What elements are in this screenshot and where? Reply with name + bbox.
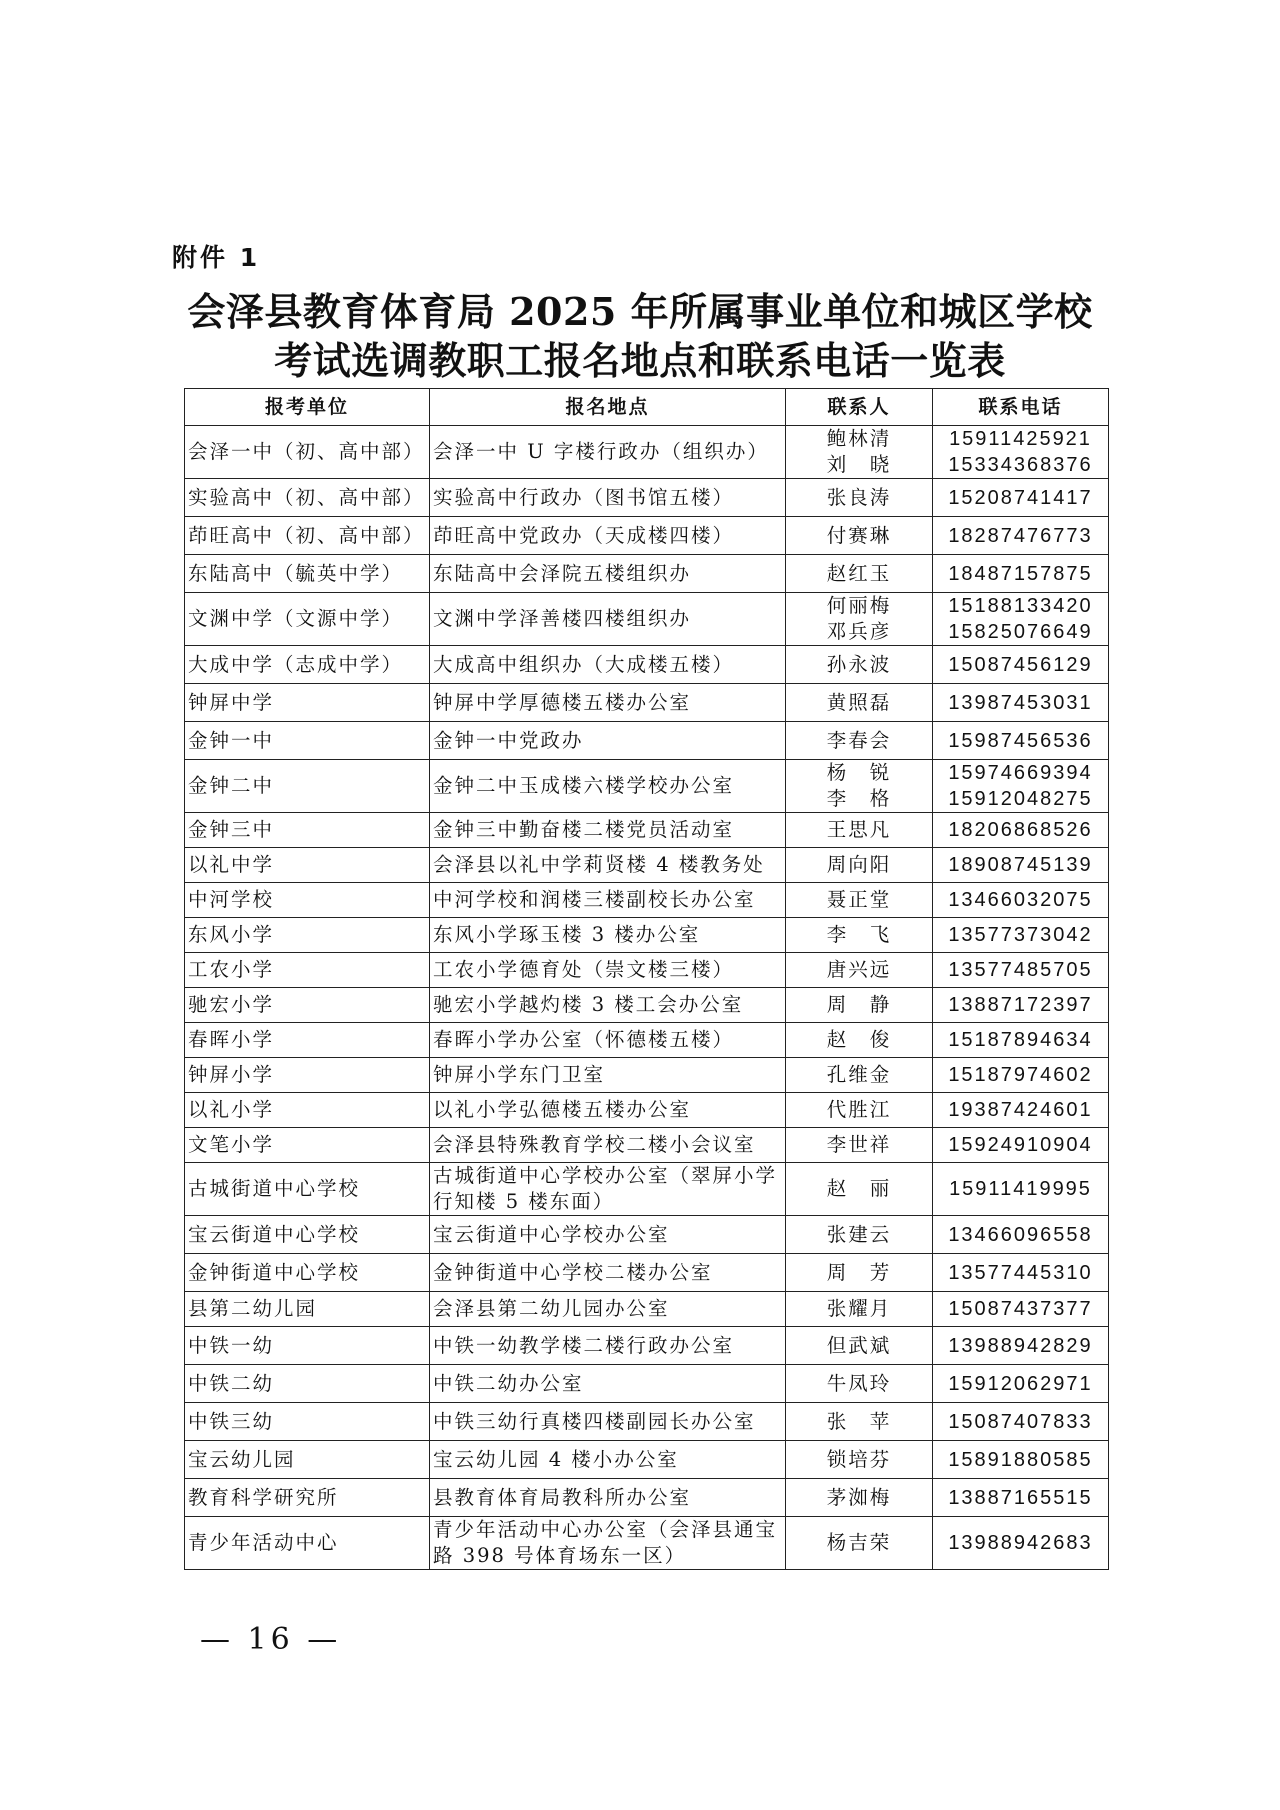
cell-phone	[933, 1128, 1109, 1163]
cell-unit: 钟屏小学	[185, 1058, 430, 1093]
cell-place: 东风小学琢玉楼 3 楼办公室	[430, 918, 786, 953]
cell-contact	[786, 479, 933, 517]
cell-phone	[933, 517, 1109, 555]
table-row	[185, 479, 1109, 517]
table-row	[185, 918, 1109, 953]
cell-place: 工农小学德育处（崇文楼三楼）	[430, 953, 786, 988]
cell-place: 金钟一中党政办	[430, 722, 786, 760]
table-row	[185, 1517, 1109, 1570]
cell-contact	[786, 953, 933, 988]
cell-unit: 古城街道中心学校	[185, 1163, 430, 1216]
phone-number: 15208741417	[948, 486, 1093, 509]
phone-number: 15187974602	[948, 1064, 1093, 1086]
phone-number: 13887172397	[948, 994, 1093, 1016]
phone-number: 13466032075	[948, 889, 1093, 911]
document-title-line-1: 会泽县教育体育局 2025 年所属事业单位和城区学校	[187, 289, 1093, 334]
cell-contact	[786, 1254, 933, 1292]
cell-place: 大成高中组织办（大成楼五楼）	[430, 646, 786, 684]
cell-unit: 宝云幼儿园	[185, 1441, 430, 1479]
cell-unit: 钟屏中学	[185, 684, 430, 722]
cell-phone	[933, 813, 1109, 848]
cell-phone	[933, 1093, 1109, 1128]
cell-phone	[933, 1058, 1109, 1093]
cell-place: 钟屏中学厚德楼五楼办公室	[430, 684, 786, 722]
cell-place: 中铁二幼办公室	[430, 1365, 786, 1403]
cell-unit: 教育科学研究所	[185, 1479, 430, 1517]
table-body	[185, 426, 1109, 1570]
phone-number: 15825076649	[948, 621, 1093, 643]
table-row	[185, 646, 1109, 684]
cell-place: 春晖小学办公室（怀德楼五楼）	[430, 1023, 786, 1058]
cell-contact	[786, 813, 933, 848]
contact-name: 赵 丽	[826, 1177, 892, 1200]
cell-unit: 青少年活动中心	[185, 1517, 430, 1570]
phone-number: 13577445310	[948, 1261, 1093, 1284]
table-header-row	[185, 389, 1109, 426]
cell-unit: 文渊中学（文源中学）	[185, 593, 430, 646]
cell-phone	[933, 684, 1109, 722]
cell-unit: 驰宏小学	[185, 988, 430, 1023]
cell-phone	[933, 848, 1109, 883]
contact-name: 但武斌	[826, 1333, 892, 1357]
cell-contact	[786, 646, 933, 684]
cell-unit: 以礼中学	[185, 848, 430, 883]
cell-contact	[786, 1292, 933, 1327]
cell-unit: 春晖小学	[185, 1023, 430, 1058]
cell-phone	[933, 426, 1109, 479]
cell-phone	[933, 555, 1109, 593]
table-row	[185, 426, 1109, 479]
cell-phone	[933, 760, 1109, 813]
cell-contact	[786, 1023, 933, 1058]
phone-number: 19387424601	[948, 1099, 1093, 1121]
contact-name: 张建云	[826, 1222, 892, 1246]
table-row	[185, 1093, 1109, 1128]
cell-contact	[786, 1216, 933, 1254]
cell-phone	[933, 722, 1109, 760]
phone-number: 13988942829	[948, 1334, 1093, 1357]
cell-phone	[933, 1517, 1109, 1570]
phone-number: 18287476773	[948, 524, 1093, 547]
cell-contact	[786, 684, 933, 722]
table-row	[185, 1292, 1109, 1327]
phone-number: 13577485705	[948, 959, 1093, 981]
cell-contact	[786, 1403, 933, 1441]
cell-contact	[786, 1441, 933, 1479]
table-row	[185, 1403, 1109, 1441]
phone-number: 13988942683	[948, 1532, 1093, 1554]
cell-unit: 县第二幼儿园	[185, 1292, 430, 1327]
cell-phone	[933, 1292, 1109, 1327]
cell-unit: 实验高中（初、高中部）	[185, 479, 430, 517]
cell-unit: 金钟一中	[185, 722, 430, 760]
phone-number: 15987456536	[948, 729, 1093, 752]
contact-name: 李春会	[826, 728, 892, 752]
contact-name: 周 静	[826, 993, 892, 1016]
header-unit: 报考单位	[185, 389, 430, 426]
contact-name: 代胜江	[826, 1098, 892, 1121]
cell-place: 金钟二中玉成楼六楼学校办公室	[430, 760, 786, 813]
phone-number: 15087437377	[948, 1298, 1093, 1320]
table-row	[185, 1128, 1109, 1163]
cell-place: 中河学校和润楼三楼副校长办公室	[430, 883, 786, 918]
cell-contact	[786, 1479, 933, 1517]
cell-unit: 以礼小学	[185, 1093, 430, 1128]
table-row	[185, 1058, 1109, 1093]
cell-unit: 中铁一幼	[185, 1327, 430, 1365]
cell-unit: 大成中学（志成中学）	[185, 646, 430, 684]
contact-name: 杨 锐	[826, 761, 892, 784]
cell-place: 中铁一幼教学楼二楼行政办公室	[430, 1327, 786, 1365]
table-row	[185, 988, 1109, 1023]
cell-phone	[933, 1023, 1109, 1058]
cell-phone	[933, 593, 1109, 646]
cell-unit: 东陆高中（毓英中学）	[185, 555, 430, 593]
table-row	[185, 555, 1109, 593]
cell-contact	[786, 517, 933, 555]
cell-place: 文渊中学泽善楼四楼组织办	[430, 593, 786, 646]
phone-number: 15188133420	[948, 595, 1093, 617]
cell-phone	[933, 1365, 1109, 1403]
contact-name: 张耀月	[826, 1297, 892, 1320]
cell-phone	[933, 918, 1109, 953]
cell-place: 中铁三幼行真楼四楼副园长办公室	[430, 1403, 786, 1441]
cell-phone	[933, 1479, 1109, 1517]
cell-place: 实验高中行政办（图书馆五楼）	[430, 479, 786, 517]
cell-phone	[933, 1403, 1109, 1441]
phone-number: 15087407833	[948, 1410, 1093, 1433]
header-place: 报名地点	[430, 389, 786, 426]
contact-name: 周 芳	[826, 1260, 892, 1284]
cell-phone	[933, 1254, 1109, 1292]
table-row	[185, 1023, 1109, 1058]
contact-name: 李世祥	[826, 1133, 892, 1156]
phone-number: 15912062971	[948, 1372, 1093, 1395]
table-row	[185, 953, 1109, 988]
contact-name: 杨吉荣	[826, 1531, 892, 1554]
phone-number: 15912048275	[948, 788, 1093, 810]
cell-phone	[933, 1163, 1109, 1216]
contact-name: 邓兵彦	[826, 620, 892, 643]
cell-contact	[786, 1365, 933, 1403]
table-row	[185, 1479, 1109, 1517]
cell-contact	[786, 555, 933, 593]
contact-name: 付赛琳	[826, 523, 892, 547]
contact-name: 牛凤玲	[826, 1371, 892, 1395]
contact-name: 周向阳	[826, 853, 892, 876]
phone-number: 15334368376	[948, 454, 1093, 476]
cell-phone	[933, 1441, 1109, 1479]
contact-name: 锁培芬	[826, 1447, 892, 1471]
table-row	[185, 1163, 1109, 1216]
contact-name: 张良涛	[826, 485, 892, 509]
phone-number: 18206868526	[948, 819, 1093, 841]
cell-unit: 工农小学	[185, 953, 430, 988]
cell-contact	[786, 426, 933, 479]
table-row	[185, 1327, 1109, 1365]
cell-phone	[933, 988, 1109, 1023]
cell-place: 宝云街道中心学校办公室	[430, 1216, 786, 1254]
contact-name: 唐兴远	[826, 958, 892, 981]
table-row	[185, 722, 1109, 760]
contact-name: 李 飞	[826, 923, 892, 946]
contact-name: 黄照磊	[826, 690, 892, 714]
table-row	[185, 760, 1109, 813]
phone-number: 15891880585	[948, 1448, 1093, 1471]
table-row	[185, 1441, 1109, 1479]
cell-contact	[786, 988, 933, 1023]
cell-place: 茚旺高中党政办（天成楼四楼）	[430, 517, 786, 555]
cell-place: 县教育体育局教科所办公室	[430, 1479, 786, 1517]
cell-unit: 中铁三幼	[185, 1403, 430, 1441]
table-row	[185, 684, 1109, 722]
phone-number: 13987453031	[948, 691, 1093, 714]
page-number: — 16 —	[200, 1622, 342, 1657]
table-row	[185, 1365, 1109, 1403]
cell-phone	[933, 646, 1109, 684]
table-row	[185, 593, 1109, 646]
cell-unit: 宝云街道中心学校	[185, 1216, 430, 1254]
phone-number: 15911419995	[949, 1178, 1092, 1200]
cell-contact	[786, 918, 933, 953]
phone-number: 13466096558	[948, 1223, 1093, 1246]
table-row	[185, 848, 1109, 883]
cell-place: 会泽县特殊教育学校二楼小会议室	[430, 1128, 786, 1163]
cell-contact	[786, 1163, 933, 1216]
phone-number: 15911425921	[949, 428, 1092, 450]
contact-name: 张 苹	[826, 1409, 892, 1433]
cell-contact	[786, 1058, 933, 1093]
contact-name: 聂正堂	[826, 888, 892, 911]
cell-phone	[933, 883, 1109, 918]
cell-unit: 东风小学	[185, 918, 430, 953]
cell-contact	[786, 848, 933, 883]
header-phone: 联系电话	[933, 389, 1109, 426]
cell-unit: 文笔小学	[185, 1128, 430, 1163]
registration-contact-table	[184, 388, 1109, 1570]
cell-contact	[786, 1093, 933, 1128]
cell-phone	[933, 1327, 1109, 1365]
cell-place: 驰宏小学越灼楼 3 楼工会办公室	[430, 988, 786, 1023]
attachment-label: 附件 1	[172, 243, 261, 272]
phone-number: 15087456129	[948, 653, 1093, 676]
cell-place: 古城街道中心学校办公室（翠屏小学行知楼 5 楼东面）	[430, 1163, 786, 1216]
contact-name: 李 格	[826, 787, 892, 810]
cell-unit: 金钟二中	[185, 760, 430, 813]
cell-contact	[786, 1327, 933, 1365]
header-contact: 联系人	[786, 389, 933, 426]
cell-place: 以礼小学弘德楼五楼办公室	[430, 1093, 786, 1128]
cell-phone	[933, 953, 1109, 988]
cell-place: 金钟街道中心学校二楼办公室	[430, 1254, 786, 1292]
phone-number: 18487157875	[948, 562, 1093, 585]
cell-unit: 中河学校	[185, 883, 430, 918]
table-row	[185, 517, 1109, 555]
phone-number: 18908745139	[948, 854, 1093, 876]
cell-unit: 中铁二幼	[185, 1365, 430, 1403]
cell-place: 宝云幼儿园 4 楼小办公室	[430, 1441, 786, 1479]
cell-place: 会泽县以礼中学莉贤楼 4 楼教务处	[430, 848, 786, 883]
phone-number: 13887165515	[948, 1486, 1093, 1509]
contact-name: 赵红玉	[826, 561, 892, 585]
contact-name: 鲍林清	[826, 427, 892, 450]
table-row	[185, 1216, 1109, 1254]
contact-name: 赵 俊	[826, 1028, 892, 1051]
contact-name: 茅洳梅	[826, 1485, 892, 1509]
cell-place: 会泽县第二幼儿园办公室	[430, 1292, 786, 1327]
cell-contact	[786, 883, 933, 918]
cell-place: 钟屏小学东门卫室	[430, 1058, 786, 1093]
contact-name: 孔维金	[826, 1063, 892, 1086]
cell-place: 金钟三中勤奋楼二楼党员活动室	[430, 813, 786, 848]
phone-number: 15974669394	[948, 762, 1093, 784]
contact-name: 何丽梅	[826, 594, 892, 617]
cell-contact	[786, 593, 933, 646]
cell-unit: 茚旺高中（初、高中部）	[185, 517, 430, 555]
document-title-line-2: 考试选调教职工报名地点和联系电话一览表	[274, 338, 1006, 383]
phone-number: 15924910904	[948, 1134, 1093, 1156]
cell-contact	[786, 760, 933, 813]
cell-phone	[933, 1216, 1109, 1254]
cell-place: 青少年活动中心办公室（会泽县通宝路 398 号体育场东一区）	[430, 1517, 786, 1570]
table-row	[185, 1254, 1109, 1292]
table-row	[185, 813, 1109, 848]
cell-phone	[933, 479, 1109, 517]
phone-number: 15187894634	[948, 1029, 1093, 1051]
contact-name: 王思凡	[826, 818, 892, 841]
contact-name: 刘 晓	[826, 453, 892, 476]
cell-unit: 金钟三中	[185, 813, 430, 848]
cell-contact	[786, 722, 933, 760]
phone-number: 13577373042	[948, 924, 1093, 946]
cell-contact	[786, 1128, 933, 1163]
cell-place: 会泽一中 U 字楼行政办（组织办）	[430, 426, 786, 479]
cell-unit: 会泽一中（初、高中部）	[185, 426, 430, 479]
cell-unit: 金钟街道中心学校	[185, 1254, 430, 1292]
contact-name: 孙永波	[826, 652, 892, 676]
cell-contact	[786, 1517, 933, 1570]
table-row	[185, 883, 1109, 918]
cell-place: 东陆高中会泽院五楼组织办	[430, 555, 786, 593]
